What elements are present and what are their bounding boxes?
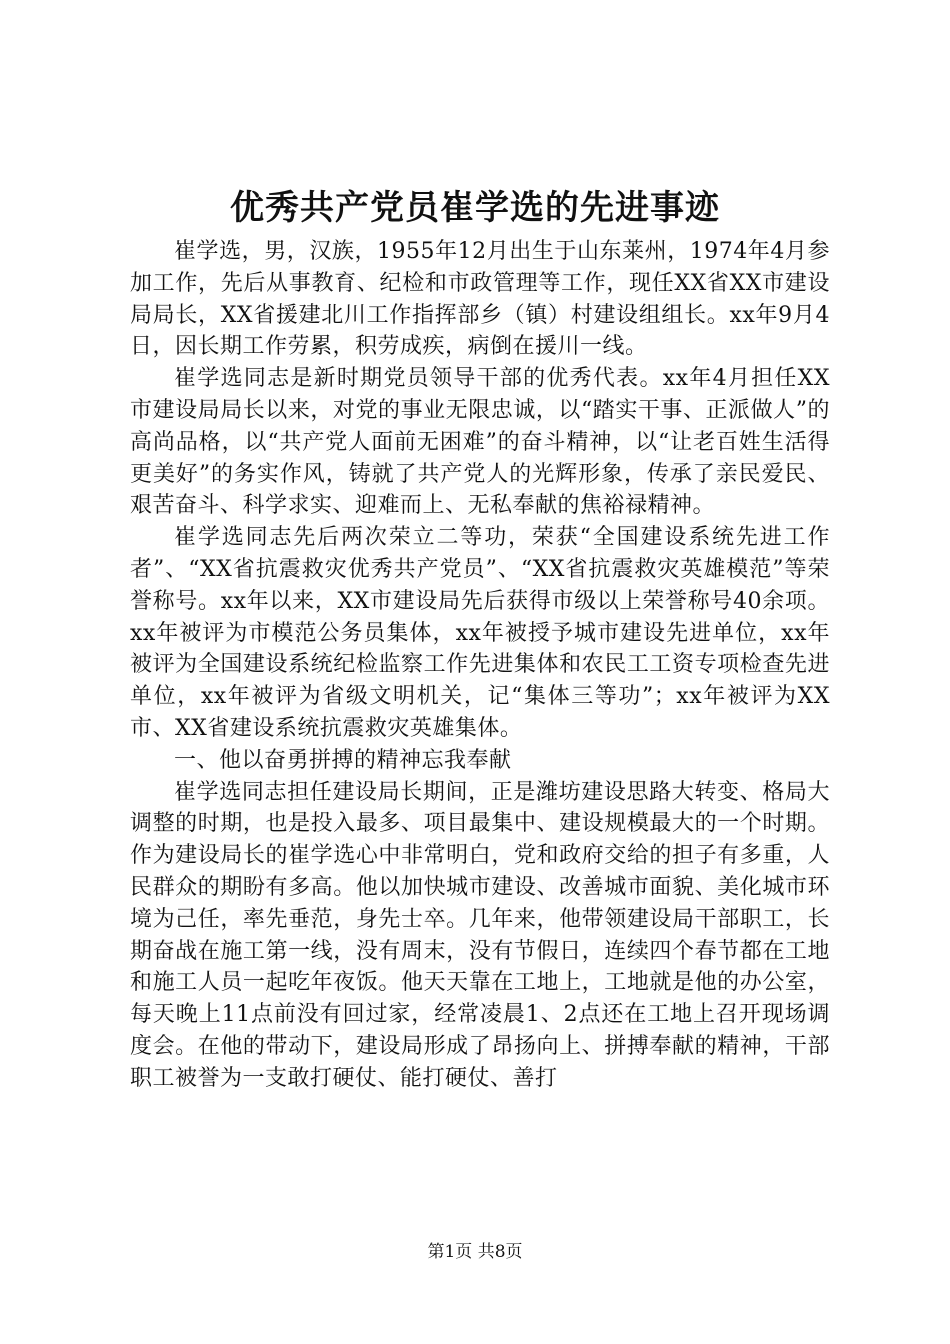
paragraph-honors: 崔学选同志先后两次荣立二等功，荣获“全国建设系统先进工作者”、“XX省抗震救灾优秀共产党员”、“XX省抗震救灾英雄模范”等荣誉称号。xx年以来，XX市建设局先后获得市级以上荣誉称号40余项。xx年被评为市模范公务员集体，xx年被授予城市建设先进单位，xx年被评为全国建设系统纪检监察工作先进集体和农民工工资专项检查先进单位，xx年被评为省级文明机关，记“集体三等功”；xx年被评为XX市、XX省建设系统抗震救灾英雄集体。 xyxy=(130,525,830,741)
paragraph-representative: 崔学选同志是新时期党员领导干部的优秀代表。xx年4月担任XX市建设局局长以来，对党的事业无限忠诚，以“踏实干事、正派做人”的高尚品格，以“共产党人面前无困难”的奋斗精神，以“让老百姓生活得更美好”的务实作风，铸就了共产党人的光辉形象，传承了亲民爱民、艰苦奋斗、科学求实、迎难而上、无私奉献的焦裕禄精神。 xyxy=(130,366,830,519)
paragraph-intro: 崔学选，男，汉族，1955年12月出生于山东莱州，1974年4月参加工作，先后从事教育、纪检和市政管理等工作，现任XX省XX市建设局局长，XX省援建北川工作指挥部乡（镇）村建设组组长。xx年9月4日，因长期工作劳累，积劳成疾，病倒在援川一线。 xyxy=(130,239,830,360)
paragraph-section-one: 崔学选同志担任建设局长期间，正是潍坊建设思路大转变、格局大调整的时期，也是投入最多、项目最集中、建设规模最大的一个时期。作为建设局长的崔学选心中非常明白，党和政府交给的担子有多重，人民群众的期盼有多高。他以加快城市建设、改善城市面貌、美化城市环境为己任，率先垂范，身先士卒。几年来，他带领建设局干部职工，长期奋战在施工第一线，没有周末，没有节假日，连续四个春节都在工地和施工人员一起吃年夜饭。他天天靠在工地上，工地就是他的办公室，每天晚上11点前没有回过家，经常凌晨1、2点还在工地上召开现场调度会。在他的带动下，建设局形成了昂扬向上、拼搏奉献的精神，干部职工被誉为一支敢打硬仗、能打硬仗、善打 xyxy=(130,779,830,1091)
page-footer: 第1页 共8页 xyxy=(427,1242,523,1262)
document-body xyxy=(130,236,830,1095)
section-heading: 一、他以奋勇拼搏的精神忘我奉献 xyxy=(174,747,512,773)
document-title: 优秀共产党员崔学选的先进事迹 xyxy=(230,188,720,228)
